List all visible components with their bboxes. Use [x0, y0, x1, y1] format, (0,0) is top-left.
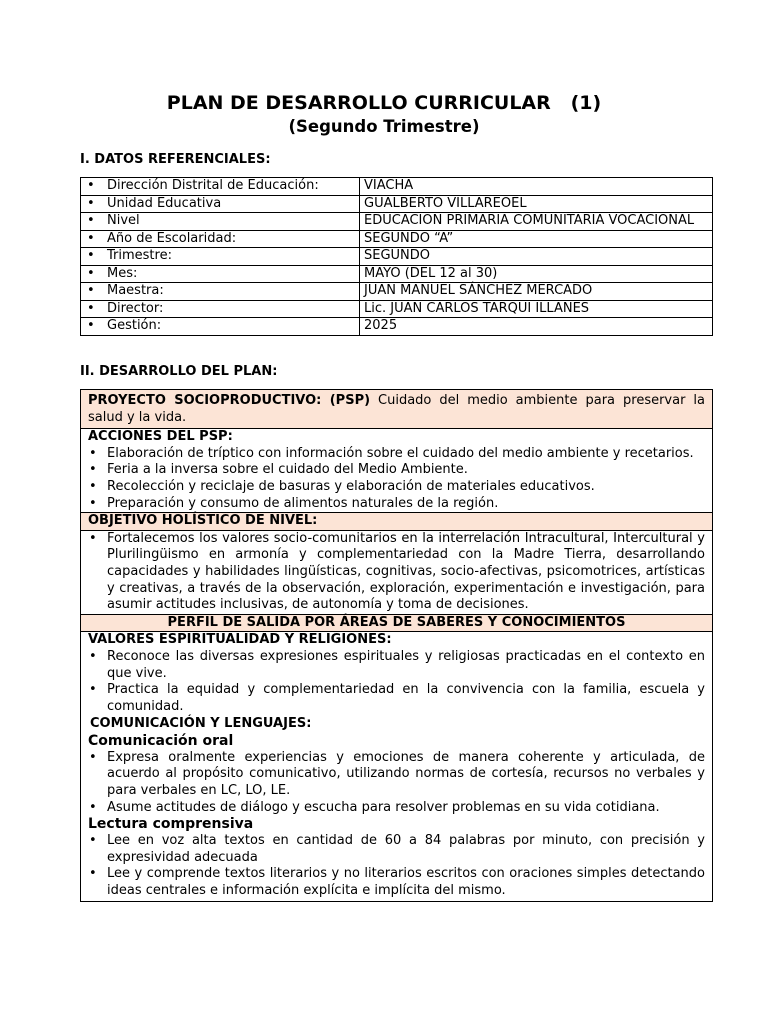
ref-key: Nivel — [107, 213, 140, 228]
ref-value: MAYO (DEL 12 al 30) — [360, 265, 713, 283]
bullet-icon: • — [87, 300, 95, 316]
psp-label: PROYECTO SOCIOPRODUCTIVO: (PSP) — [88, 393, 371, 408]
ref-key: Unidad Educativa — [107, 195, 222, 211]
ref-value: GUALBERTO VILLAREOEL — [360, 195, 713, 213]
ref-key: Maestra: — [107, 283, 164, 298]
ref-key-cell — [81, 213, 360, 231]
ref-value: EDUCACION PRIMARIA COMUNITARIA VOCACIONAL — [360, 213, 713, 231]
psp-row — [81, 390, 712, 428]
ref-key: Mes: — [107, 265, 138, 281]
list-item: • Preparación y consumo de alimentos naturales de la región. — [88, 496, 705, 513]
ref-value: Lic. JUAN CARLOS TARQUI ILLANES — [360, 300, 713, 318]
acciones-block — [81, 428, 712, 512]
ref-row — [81, 318, 713, 336]
page-title: PLAN DE DESARROLLO CURRICULAR (1) — [166, 92, 602, 114]
list-item: • Fortalecemos los valores socio-comunitarios en la interrelación Intracultural, Intercultural y Plurilingüismo en armonía y complementariedad con la Madre Tierra, desarrollando capacidades y habilidades lingüísticas, cognitivas, socio-afectivas, psicomotrices, artísticas y creativas, a través de la observación, exploración, experimentación e investigación, para asumir actitudes inclusivas, de autonomía y toma de decisiones. — [88, 531, 705, 614]
bullet-icon: • — [87, 195, 95, 211]
areas-block — [81, 631, 712, 899]
bullet-icon: • — [87, 283, 95, 298]
comunicacion-heading: COMUNICACIÓN Y LENGUAJES: — [90, 716, 312, 732]
list-item: • Lee y comprende textos literarios y no literarios escritos con oraciones simples detectando ideas centrales e información explícita e implícita del mismo. — [88, 866, 705, 899]
ref-key: Dirección Distrital de Educación: — [107, 178, 319, 193]
ref-row — [81, 265, 713, 283]
ref-value: 2025 — [360, 318, 713, 336]
ref-row — [81, 300, 713, 318]
objetivo-heading: OBJETIVO HOLÍSTICO DE NIVEL: — [81, 512, 712, 530]
valores-list — [88, 649, 705, 715]
perfil-heading: PERFIL DE SALIDA POR ÁREAS DE SABERES Y CONOCIMIENTOS — [81, 614, 712, 632]
objetivo-block — [81, 530, 712, 614]
list-item: • Expresa oralmente experiencias y emociones de manera coherente y articulada, de acuerdo al propósito comunicativo, utilizando normas de cortesía, recursos no verbales y para verbales en LC, LO, LE. — [88, 750, 705, 800]
list-item: • Lee en voz alta textos en cantidad de 60 a 84 palabras por minuto, con precisión y expresividad adecuada — [88, 833, 705, 866]
bullet-icon: • — [87, 178, 95, 193]
acciones-list — [88, 446, 705, 512]
comunicacion-oral-list — [88, 750, 705, 816]
ref-key-cell — [81, 248, 360, 266]
page-subtitle: (Segundo Trimestre) — [288, 117, 480, 136]
ref-row — [81, 213, 713, 231]
ref-value: JUAN MANUEL SÁNCHEZ MERCADO — [360, 283, 713, 301]
psp-text: Cuidado del medio ambiente para preservar la salud y la vida. — [88, 393, 705, 425]
datos-referenciales-table — [80, 177, 713, 336]
lectura-list — [88, 833, 705, 899]
list-item: • Elaboración de tríptico con información sobre el cuidado del medio ambiente y recetarios. — [88, 446, 705, 463]
ref-key-cell — [81, 265, 360, 283]
ref-row — [81, 195, 713, 213]
valores-heading: VALORES ESPIRITUALIDAD Y RELIGIONES: — [88, 632, 392, 648]
ref-value: SEGUNDO — [360, 248, 713, 266]
list-item: • Feria a la inversa sobre el cuidado del Medio Ambiente. — [88, 462, 705, 479]
ref-key-cell — [81, 230, 360, 248]
ref-key: Trimestre: — [107, 248, 172, 263]
ref-key-cell — [81, 195, 360, 213]
bullet-icon: • — [87, 213, 95, 228]
ref-key: Año de Escolaridad: — [107, 230, 237, 246]
ref-row — [81, 230, 713, 248]
list-item: • Reconoce las diversas expresiones espirituales y religiosas practicadas en el contexto en que vive. — [88, 649, 705, 682]
ref-key-cell — [81, 283, 360, 301]
bullet-icon: • — [87, 230, 95, 246]
ref-key-cell — [81, 178, 360, 196]
list-item: • Recolección y reciclaje de basuras y elaboración de materiales educativos. — [88, 479, 705, 496]
ref-row — [81, 248, 713, 266]
section-heading-datos: I. DATOS REFERENCIALES: — [80, 152, 271, 167]
list-item: • Asume actitudes de diálogo y escucha para resolver problemas en su vida cotidiana. — [88, 800, 705, 817]
ref-key: Director: — [107, 300, 164, 316]
lectura-heading: Lectura comprensiva — [88, 816, 254, 833]
section-heading-desarrollo: II. DESARROLLO DEL PLAN: — [80, 364, 278, 379]
bullet-icon: • — [87, 248, 95, 263]
list-item: • Practica la equidad y complementariedad en la convivencia con la familia, escuela y comunidad. — [88, 682, 705, 715]
ref-row — [81, 283, 713, 301]
comunicacion-oral-heading: Comunicación oral — [88, 732, 234, 749]
ref-value: SEGUNDO “A” — [360, 230, 713, 248]
bullet-icon: • — [87, 318, 95, 333]
bullet-icon: • — [87, 265, 95, 281]
objetivo-list — [88, 531, 705, 614]
ref-value: VIACHA — [360, 178, 713, 196]
plan-table — [80, 389, 713, 902]
ref-key: Gestión: — [107, 318, 162, 333]
acciones-heading: ACCIONES DEL PSP: — [88, 429, 233, 445]
ref-row — [81, 178, 713, 196]
ref-key-cell — [81, 318, 360, 336]
ref-key-cell — [81, 300, 360, 318]
